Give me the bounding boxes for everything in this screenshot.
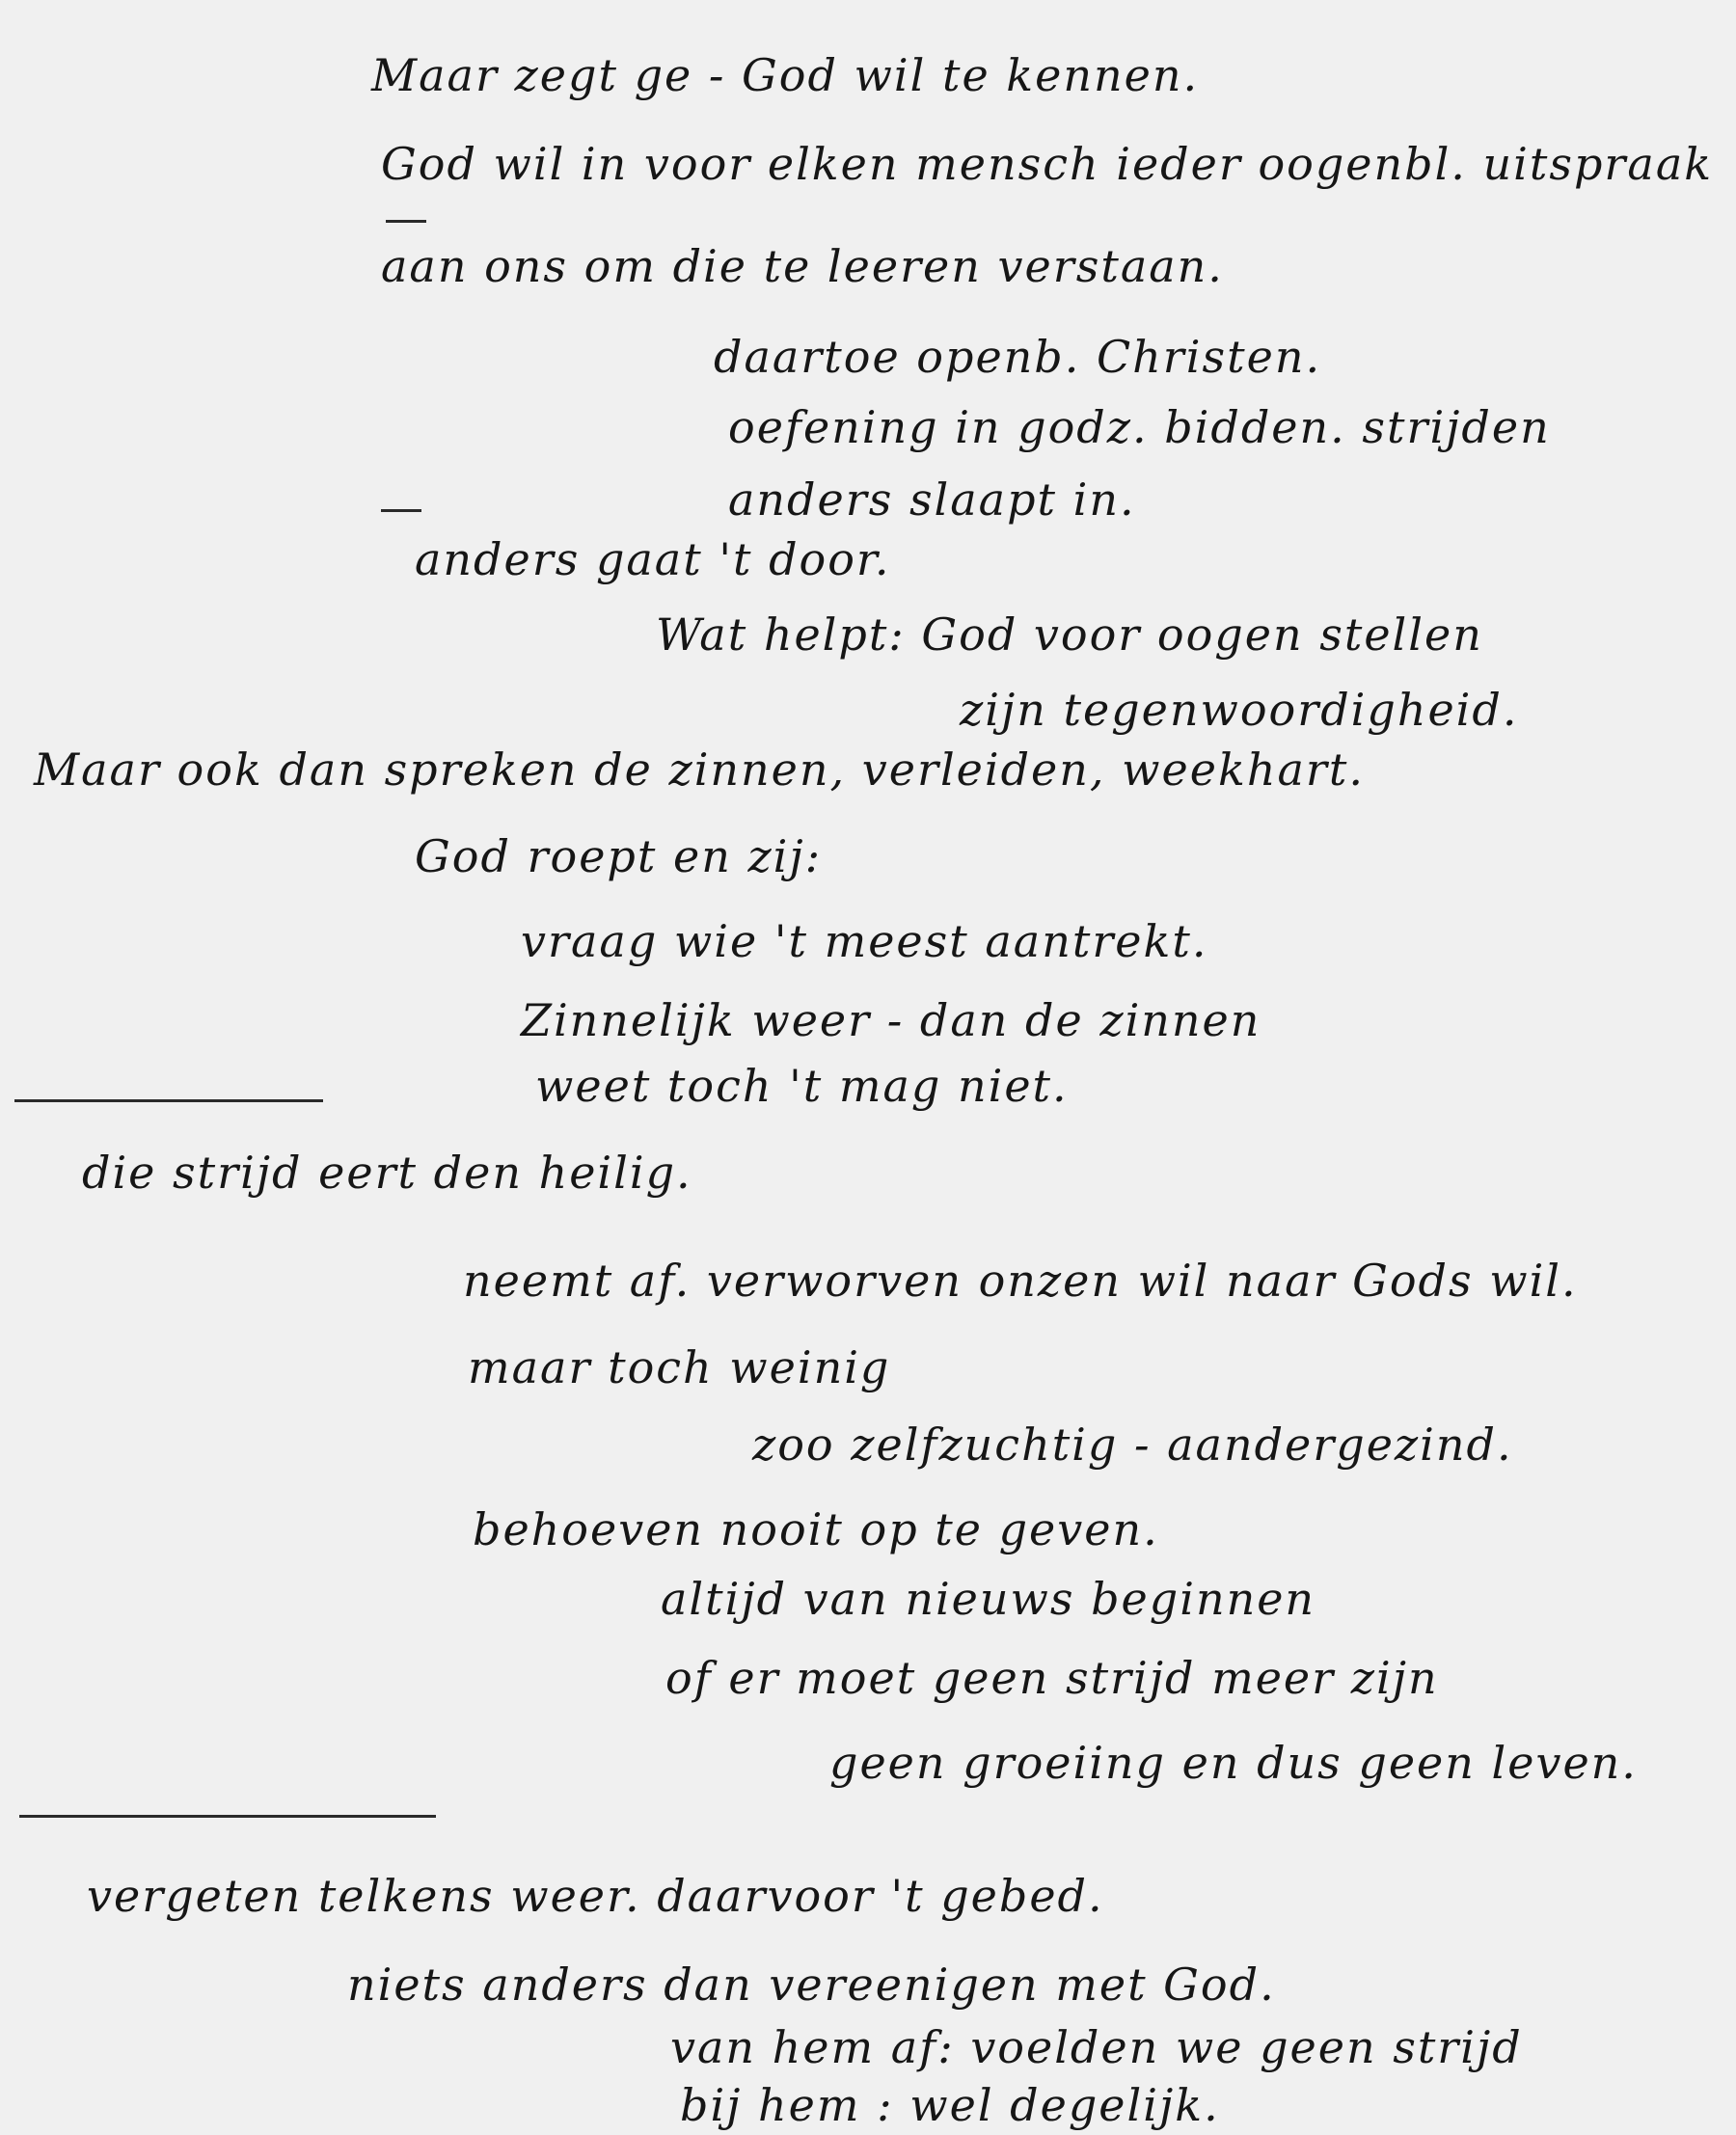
manuscript-line: vergeten telkens weer. daarvoor 't gebed. xyxy=(87,1870,1104,1922)
manuscript-line: behoeven nooit op te geven. xyxy=(473,1503,1159,1555)
manuscript-line: weet toch 't mag niet. xyxy=(535,1060,1069,1112)
manuscript-line: van hem af: voelden we geen strijd xyxy=(670,2021,1523,2073)
manuscript-line: altijd van nieuws beginnen xyxy=(661,1573,1316,1625)
manuscript-line: bij hem : wel degelijk. xyxy=(680,2079,1220,2131)
manuscript-line: neemt af. verworven onzen wil naar Gods wil. xyxy=(463,1255,1578,1307)
margin-dash xyxy=(386,220,426,223)
margin-dash xyxy=(381,509,421,512)
manuscript-line: Zinnelijk weer - dan de zinnen xyxy=(521,994,1261,1046)
manuscript-line: God wil in voor elken mensch ieder oogenbl. uitspraak xyxy=(381,138,1714,190)
manuscript-line: geen groeiing en dus geen leven. xyxy=(829,1737,1638,1789)
manuscript-line: Maar zegt ge - God wil te kennen. xyxy=(371,49,1200,101)
manuscript-line: zijn tegenwoordigheid. xyxy=(960,684,1519,736)
manuscript-line: anders gaat 't door. xyxy=(415,533,891,585)
manuscript-line: die strijd eert den heilig. xyxy=(82,1147,692,1199)
manuscript-line: niets anders dan vereenigen met God. xyxy=(347,1959,1276,2011)
manuscript-line: oefening in godz. bidden. strijden xyxy=(728,401,1551,453)
manuscript-line: maar toch weinig xyxy=(468,1341,891,1393)
manuscript-line: zoo zelfzuchtig - aandergezind. xyxy=(752,1419,1513,1471)
manuscript-line: of er moet geen strijd meer zijn xyxy=(665,1652,1439,1704)
manuscript-line: vraag wie 't meest aantrekt. xyxy=(521,915,1208,967)
manuscript-line: God roept en zij: xyxy=(415,830,823,882)
manuscript-line: aan ons om die te leeren verstaan. xyxy=(381,240,1224,292)
manuscript-line: Wat helpt: God voor oogen stellen xyxy=(656,608,1483,661)
section-rule xyxy=(19,1815,436,1818)
manuscript-line: Maar ook dan spreken de zinnen, verleiden, weekhart. xyxy=(34,743,1365,796)
manuscript-line: daartoe openb. Christen. xyxy=(714,331,1322,383)
manuscript-line: anders slaapt in. xyxy=(728,473,1136,526)
section-rule xyxy=(14,1099,323,1102)
